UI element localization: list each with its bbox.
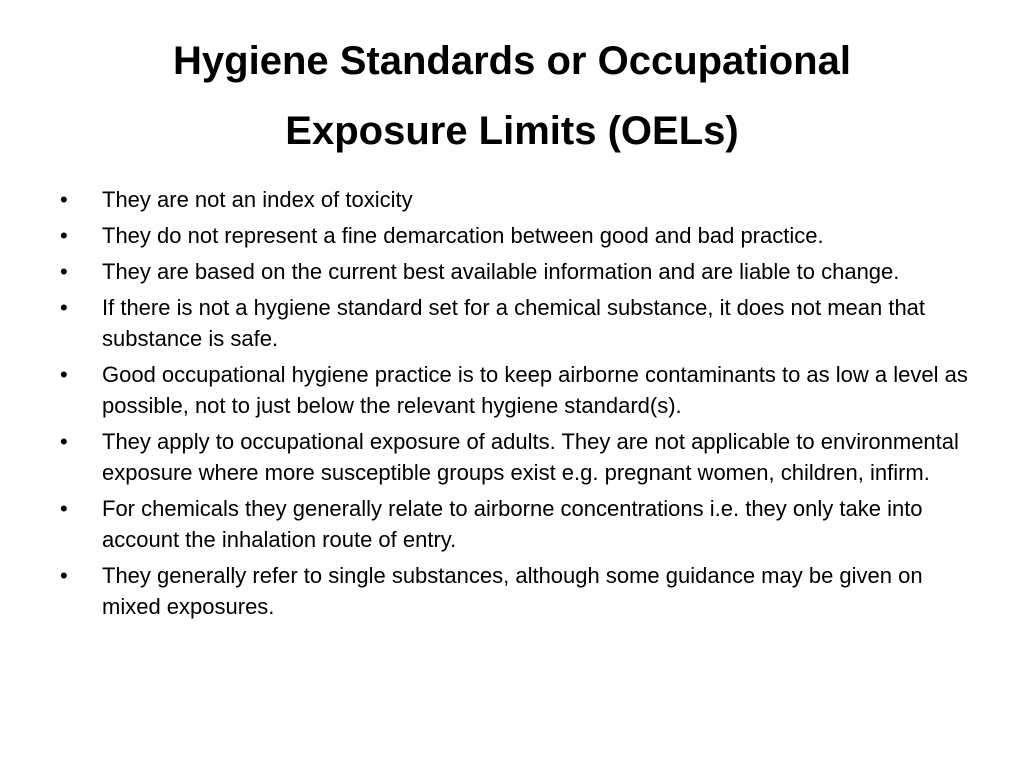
bullet-point-icon: • <box>60 295 68 320</box>
slide-title-line-2: Exposure Limits (OELs) <box>285 109 739 153</box>
bullet-item-6 <box>56 426 972 488</box>
bullet-point-icon: • <box>60 563 68 588</box>
bullet-text: They apply to occupational exposure of adults. They are not applicable to environmental exposure where more susceptible groups exist e.g. pregnant women, children, infirm. <box>102 429 959 485</box>
bullet-point-icon: • <box>60 259 68 284</box>
bullet-text: They are not an index of toxicity <box>102 187 413 212</box>
bullet-item-4 <box>56 292 972 354</box>
bullet-item-3 <box>56 256 972 287</box>
bullet-item-5 <box>56 359 972 421</box>
slide-title-line-1: Hygiene Standards or Occupational <box>173 39 851 83</box>
bullet-text: They do not represent a fine demarcation between good and bad practice. <box>102 223 824 248</box>
bullet-point-icon: • <box>60 496 68 521</box>
bullet-text: For chemicals they generally relate to airborne concentrations i.e. they only take into account the inhalation route of entry. <box>102 496 923 552</box>
bullet-point-icon: • <box>60 223 68 248</box>
bullet-point-icon: • <box>60 362 68 387</box>
bullet-point-icon: • <box>60 429 68 454</box>
bullet-list <box>56 184 972 627</box>
bullet-item-8 <box>56 560 972 622</box>
bullet-item-7 <box>56 493 972 555</box>
bullet-item-2 <box>56 220 972 251</box>
bullet-text: They are based on the current best available information and are liable to change. <box>102 259 900 284</box>
bullet-item-1 <box>56 184 972 215</box>
bullet-text: If there is not a hygiene standard set for a chemical substance, it does not mean that substance is safe. <box>102 295 926 351</box>
bullet-text: Good occupational hygiene practice is to keep airborne contaminants to as low a level as possible, not to just below the relevant hygiene standard(s). <box>102 362 968 418</box>
bullet-text: They generally refer to single substances, although some guidance may be given on mixed exposures. <box>102 563 923 619</box>
slide-title <box>0 26 1024 166</box>
bullet-point-icon: • <box>60 187 68 212</box>
